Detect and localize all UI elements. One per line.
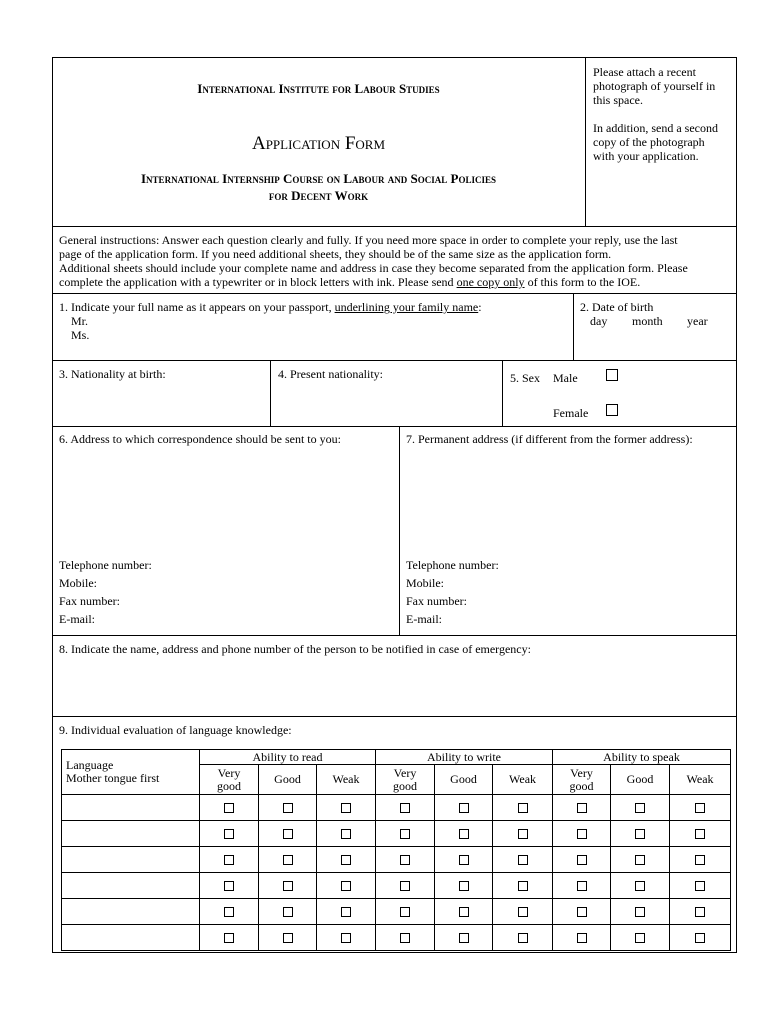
language-cell xyxy=(493,925,553,951)
speak-weak-checkbox[interactable] xyxy=(695,803,705,813)
language-name-input[interactable] xyxy=(62,899,200,925)
photo-instructions-6: with your application. xyxy=(593,149,699,163)
photo-instructions-1: Please attach a recent xyxy=(593,65,696,79)
read-good-checkbox[interactable] xyxy=(283,829,293,839)
divider xyxy=(52,360,737,361)
language-cell xyxy=(200,925,259,951)
language-name-input[interactable] xyxy=(62,795,200,821)
q7-email-label: E-mail: xyxy=(406,612,442,626)
speak-good-checkbox[interactable] xyxy=(635,803,645,813)
read-good-checkbox[interactable] xyxy=(283,803,293,813)
emergency-contact-field[interactable] xyxy=(55,658,733,713)
ability-read-header: Ability to read xyxy=(200,750,376,765)
q6-mobile-label: Mobile: xyxy=(59,576,97,590)
language-cell xyxy=(670,847,731,873)
language-cell xyxy=(435,899,493,925)
write-weak-checkbox[interactable] xyxy=(518,855,528,865)
language-row xyxy=(62,873,731,899)
photo-instructions-5: copy of the photograph xyxy=(593,135,705,149)
language-cell xyxy=(611,795,670,821)
language-row xyxy=(62,795,731,821)
write-weak-checkbox[interactable] xyxy=(518,829,528,839)
language-cell xyxy=(670,873,731,899)
form-title: Application Form xyxy=(251,133,386,154)
language-table xyxy=(61,749,731,951)
language-cell xyxy=(200,899,259,925)
divider xyxy=(502,360,503,426)
level-very-good xyxy=(376,765,435,795)
q5-label: 5. Sex xyxy=(510,371,540,385)
language-name-input[interactable] xyxy=(62,925,200,951)
instructions-line3: Additional sheets should include your complete name and address in case they become separated from the application form. Please xyxy=(59,261,688,275)
instructions-line4 xyxy=(59,275,640,289)
read-very-good-checkbox[interactable] xyxy=(224,907,234,917)
divider xyxy=(573,293,574,360)
language-cell xyxy=(670,795,731,821)
q7-label: 7. Permanent address (if different from the former address): xyxy=(406,432,693,446)
language-name-input[interactable] xyxy=(62,847,200,873)
language-cell xyxy=(259,821,317,847)
language-cell xyxy=(435,821,493,847)
q7-mobile-label: Mobile: xyxy=(406,576,444,590)
language-cell xyxy=(259,795,317,821)
language-cell xyxy=(493,795,553,821)
level-good: Good xyxy=(611,765,670,795)
language-cell xyxy=(670,821,731,847)
q2-year: year xyxy=(687,314,708,328)
language-cell xyxy=(435,873,493,899)
write-good-checkbox[interactable] xyxy=(459,933,469,943)
language-cell xyxy=(317,821,376,847)
language-cell xyxy=(259,925,317,951)
language-cell xyxy=(317,873,376,899)
language-cell xyxy=(435,795,493,821)
language-cell xyxy=(317,925,376,951)
level-very-good xyxy=(200,765,259,795)
language-row xyxy=(62,899,731,925)
language-cell xyxy=(553,899,611,925)
language-cell xyxy=(259,899,317,925)
language-cell xyxy=(493,873,553,899)
q2-month: month xyxy=(632,314,663,328)
ability-write-header: Ability to write xyxy=(376,750,553,765)
date-of-birth-field[interactable] xyxy=(576,330,734,358)
read-very-good-checkbox[interactable] xyxy=(224,881,234,891)
language-cell xyxy=(493,821,553,847)
language-cell xyxy=(611,873,670,899)
speak-good-checkbox[interactable] xyxy=(635,829,645,839)
speak-weak-checkbox[interactable] xyxy=(695,829,705,839)
read-good-checkbox[interactable] xyxy=(283,933,293,943)
write-good-checkbox[interactable] xyxy=(459,855,469,865)
language-cell xyxy=(435,847,493,873)
language-cell xyxy=(376,873,435,899)
q6-email-label: E-mail: xyxy=(59,612,95,626)
read-weak-checkbox[interactable] xyxy=(341,881,351,891)
q7-fax-label: Fax number: xyxy=(406,594,467,608)
write-weak-checkbox[interactable] xyxy=(518,907,528,917)
write-good-checkbox[interactable] xyxy=(459,803,469,813)
language-cell xyxy=(376,925,435,951)
language-row xyxy=(62,821,731,847)
language-row xyxy=(62,925,731,951)
speak-weak-checkbox[interactable] xyxy=(695,881,705,891)
language-cell xyxy=(611,899,670,925)
q1-ms: Ms. xyxy=(71,328,90,342)
read-weak-checkbox[interactable] xyxy=(341,933,351,943)
q7-telephone-label: Telephone number: xyxy=(406,558,499,572)
ability-speak-header: Ability to speak xyxy=(553,750,731,765)
speak-good-checkbox[interactable] xyxy=(635,855,645,865)
q1-suffix: : xyxy=(478,300,482,314)
write-good-checkbox[interactable] xyxy=(459,829,469,839)
level-very-text: Very xyxy=(217,765,241,780)
q4-label: 4. Present nationality: xyxy=(278,367,383,381)
speak-weak-checkbox[interactable] xyxy=(695,907,705,917)
language-name-input[interactable] xyxy=(62,821,200,847)
divider xyxy=(399,426,400,635)
present-nationality-field[interactable] xyxy=(273,383,499,423)
write-very-good-checkbox[interactable] xyxy=(400,855,410,865)
speak-weak-checkbox[interactable] xyxy=(695,933,705,943)
sex-female-label: Female xyxy=(553,406,589,420)
institute-name: International Institute for Labour Studies xyxy=(197,81,440,96)
divider xyxy=(52,293,737,294)
speak-good-checkbox[interactable] xyxy=(635,933,645,943)
language-cell xyxy=(553,847,611,873)
language-cell xyxy=(670,925,731,951)
language-cell xyxy=(200,821,259,847)
write-weak-checkbox[interactable] xyxy=(518,933,528,943)
sex-male-label: Male xyxy=(553,371,578,385)
language-cell xyxy=(259,847,317,873)
divider xyxy=(52,716,737,717)
photo-instructions-3: this space. xyxy=(593,93,643,107)
read-weak-checkbox[interactable] xyxy=(341,907,351,917)
course-title-line2: for Decent Work xyxy=(268,188,369,203)
read-very-good-checkbox[interactable] xyxy=(224,829,234,839)
full-name-field[interactable] xyxy=(110,312,570,342)
language-row xyxy=(62,847,731,873)
language-cell xyxy=(670,899,731,925)
speak-very-good-checkbox[interactable] xyxy=(577,803,587,813)
write-very-good-checkbox[interactable] xyxy=(400,829,410,839)
instructions-text: complete the application with a typewriter or in block letters with ink. Please send xyxy=(59,275,457,289)
read-weak-checkbox[interactable] xyxy=(341,829,351,839)
level-weak: Weak xyxy=(670,765,731,795)
instructions-line2: page of the application form. If you need additional sheets, they should be of the same size as the application form. xyxy=(59,247,612,261)
language-cell xyxy=(376,821,435,847)
language-cell xyxy=(493,899,553,925)
divider xyxy=(52,226,737,227)
read-weak-checkbox[interactable] xyxy=(341,803,351,813)
level-good: Good xyxy=(259,765,317,795)
speak-very-good-checkbox[interactable] xyxy=(577,933,587,943)
read-weak-checkbox[interactable] xyxy=(341,855,351,865)
q1-mr: Mr. xyxy=(71,314,89,328)
language-cell xyxy=(435,925,493,951)
write-good-checkbox[interactable] xyxy=(459,907,469,917)
level-very-text: Very xyxy=(570,765,593,780)
level-good: Good xyxy=(435,765,493,795)
write-good-checkbox[interactable] xyxy=(459,881,469,891)
q1-text: 1. Indicate your full name as it appears on your passport, xyxy=(59,300,335,314)
language-cell xyxy=(493,847,553,873)
language-cell xyxy=(376,847,435,873)
language-rows xyxy=(62,795,731,951)
q3-label: 3. Nationality at birth: xyxy=(59,367,166,381)
language-cell xyxy=(553,925,611,951)
language-cell xyxy=(317,899,376,925)
course-title-line1: International Internship Course on Labour and Social Policies xyxy=(141,171,496,186)
language-cell xyxy=(611,925,670,951)
level-weak: Weak xyxy=(317,765,376,795)
language-header-cell xyxy=(62,750,200,795)
language-cell xyxy=(611,821,670,847)
speak-very-good-checkbox[interactable] xyxy=(577,881,587,891)
write-weak-checkbox[interactable] xyxy=(518,803,528,813)
nationality-at-birth-field[interactable] xyxy=(55,383,267,423)
sex-male-checkbox[interactable] xyxy=(606,369,618,381)
level-good-sub-text: good xyxy=(393,778,418,793)
language-cell xyxy=(317,847,376,873)
level-good-sub-text: good xyxy=(217,778,241,793)
level-very-good xyxy=(553,765,611,795)
language-header: Language xyxy=(66,758,114,772)
language-cell xyxy=(200,873,259,899)
read-good-checkbox[interactable] xyxy=(283,907,293,917)
q1-underlined: underlining your family name xyxy=(334,300,479,314)
q6-telephone-label: Telephone number: xyxy=(59,558,152,572)
language-cell xyxy=(553,795,611,821)
q2-day: day xyxy=(590,314,608,328)
speak-good-checkbox[interactable] xyxy=(635,907,645,917)
speak-good-checkbox[interactable] xyxy=(635,881,645,891)
language-cell xyxy=(553,873,611,899)
read-good-checkbox[interactable] xyxy=(283,855,293,865)
language-cell xyxy=(611,847,670,873)
divider xyxy=(270,360,271,426)
instructions-emphasis: one copy only xyxy=(456,275,525,289)
language-cell xyxy=(376,899,435,925)
write-very-good-checkbox[interactable] xyxy=(400,933,410,943)
language-cell xyxy=(200,795,259,821)
instructions-text-end: of this form to the IOE. xyxy=(524,275,641,289)
level-good-sub-text: good xyxy=(569,778,594,793)
language-cell xyxy=(376,795,435,821)
language-cell xyxy=(317,795,376,821)
q6-fax-label: Fax number: xyxy=(59,594,120,608)
read-good-checkbox[interactable] xyxy=(283,881,293,891)
read-very-good-checkbox[interactable] xyxy=(224,855,234,865)
instructions-line1: General instructions: Answer each question clearly and fully. If you need more space in order to complete your reply, use the last xyxy=(59,233,678,247)
permanent-address-field[interactable] xyxy=(402,450,734,555)
speak-very-good-checkbox[interactable] xyxy=(577,855,587,865)
level-very-text: Very xyxy=(393,765,417,780)
photo-instructions-4: In addition, send a second xyxy=(593,121,718,135)
write-very-good-checkbox[interactable] xyxy=(400,881,410,891)
q2-label: 2. Date of birth xyxy=(580,300,654,314)
language-cell xyxy=(553,821,611,847)
language-name-input[interactable] xyxy=(62,873,200,899)
q6-label: 6. Address to which correspondence should be sent to you: xyxy=(59,432,341,446)
speak-very-good-checkbox[interactable] xyxy=(577,907,587,917)
q8-label: 8. Indicate the name, address and phone number of the person to be notified in case of emergency: xyxy=(59,642,531,656)
q9-label: 9. Individual evaluation of language knowledge: xyxy=(59,723,292,737)
read-very-good-checkbox[interactable] xyxy=(224,803,234,813)
write-weak-checkbox[interactable] xyxy=(518,881,528,891)
write-very-good-checkbox[interactable] xyxy=(400,803,410,813)
correspondence-address-field[interactable] xyxy=(55,450,395,555)
photo-instructions-2: photograph of yourself in xyxy=(593,79,716,93)
language-cell xyxy=(200,847,259,873)
mother-tongue-note: Mother tongue first xyxy=(66,771,160,785)
speak-very-good-checkbox[interactable] xyxy=(577,829,587,839)
write-very-good-checkbox[interactable] xyxy=(400,907,410,917)
language-cell xyxy=(259,873,317,899)
read-very-good-checkbox[interactable] xyxy=(224,933,234,943)
sex-female-checkbox[interactable] xyxy=(606,404,618,416)
divider xyxy=(52,635,737,636)
speak-weak-checkbox[interactable] xyxy=(695,855,705,865)
divider xyxy=(52,426,737,427)
level-weak: Weak xyxy=(493,765,553,795)
